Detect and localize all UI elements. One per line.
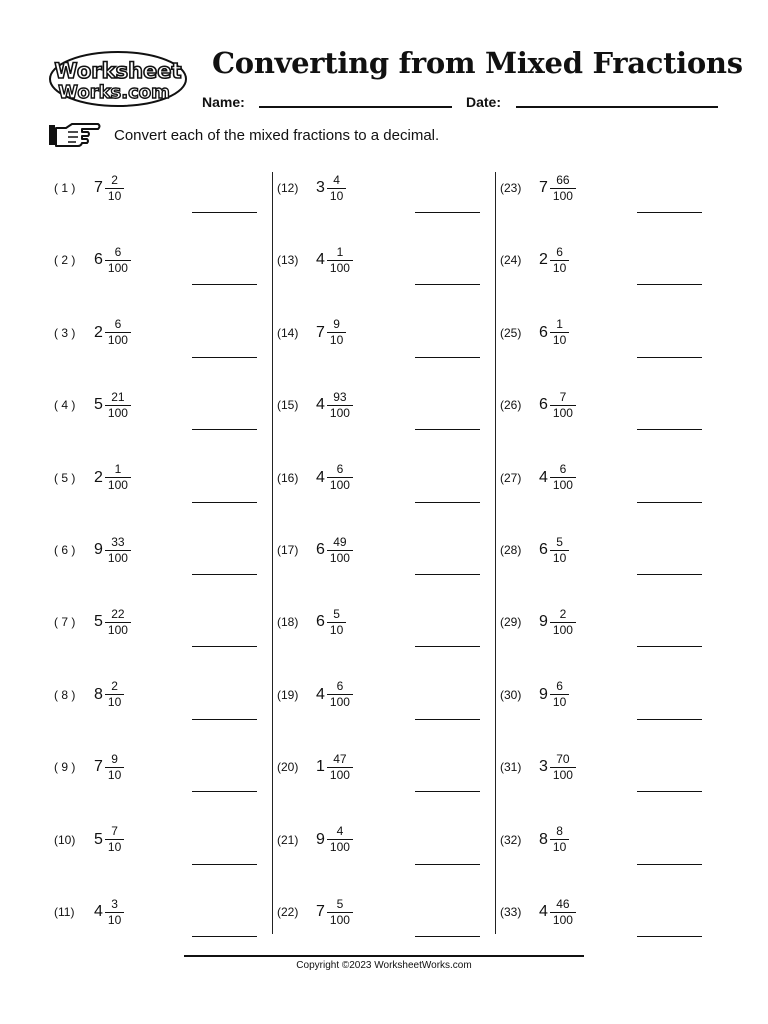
numerator: 1 xyxy=(336,244,344,259)
problem-item xyxy=(277,305,497,361)
fraction xyxy=(327,679,353,710)
whole-number: 7 xyxy=(94,179,103,196)
date-label: Date: xyxy=(466,94,502,110)
whole-number: 4 xyxy=(539,468,548,486)
problem-item xyxy=(54,160,274,216)
problem-item xyxy=(277,884,497,940)
page-title: Converting from Mixed Fractions xyxy=(212,46,743,80)
answer-line[interactable] xyxy=(192,212,257,213)
problem-item xyxy=(54,884,274,940)
problem-number: ( 6 ) xyxy=(54,543,76,557)
problem-item xyxy=(54,377,274,433)
mixed-fraction xyxy=(539,812,569,868)
whole-number: 6 xyxy=(94,251,103,269)
mixed-fraction xyxy=(94,667,124,723)
fraction xyxy=(550,462,576,493)
mixed-fraction xyxy=(539,667,569,723)
fraction xyxy=(327,535,353,566)
problem-item xyxy=(500,450,720,506)
name-label: Name: xyxy=(202,94,245,110)
fraction xyxy=(105,752,124,783)
mixed-fraction xyxy=(94,594,131,650)
answer-line[interactable] xyxy=(415,719,480,720)
answer-line[interactable] xyxy=(415,284,480,285)
problem-item xyxy=(500,812,720,868)
problem-item xyxy=(54,522,274,578)
problem-item xyxy=(54,450,274,506)
problem-number: (29) xyxy=(500,615,522,630)
numerator: 3 xyxy=(111,896,118,911)
mixed-fraction xyxy=(316,812,353,868)
denominator: 10 xyxy=(105,694,124,710)
denominator: 100 xyxy=(327,477,353,493)
whole-number: 4 xyxy=(539,903,548,920)
denominator: 100 xyxy=(327,694,353,710)
fraction xyxy=(105,535,131,566)
mixed-fraction xyxy=(316,522,353,578)
whole-number: 7 xyxy=(316,903,325,920)
answer-line[interactable] xyxy=(192,936,257,937)
whole-number: 6 xyxy=(539,323,548,341)
numerator: 4 xyxy=(336,824,344,839)
problem-item xyxy=(54,305,274,361)
whole-number: 7 xyxy=(94,758,103,776)
problem-item xyxy=(500,305,720,361)
problem-number: (17) xyxy=(277,543,299,557)
mixed-fraction xyxy=(539,305,569,361)
answer-line[interactable] xyxy=(415,864,480,865)
problem-number: (31) xyxy=(500,760,522,775)
fraction xyxy=(105,245,131,276)
denominator: 100 xyxy=(105,332,131,348)
numerator: 6 xyxy=(556,244,563,259)
worksheetworks-logo xyxy=(48,50,188,108)
numerator: 5 xyxy=(333,606,340,621)
mixed-fraction xyxy=(539,522,569,578)
instructions-text: Convert each of the mixed fractions to a decimal. xyxy=(114,126,440,144)
numerator: 6 xyxy=(336,462,344,477)
problem-number: ( 8 ) xyxy=(54,687,76,702)
whole-number: 2 xyxy=(539,251,548,269)
whole-number: 2 xyxy=(94,468,103,486)
numerator: 9 xyxy=(333,317,340,332)
numerator: 47 xyxy=(333,751,347,766)
mixed-fraction xyxy=(316,450,353,506)
fraction xyxy=(105,824,124,855)
answer-line[interactable] xyxy=(637,791,702,792)
fraction xyxy=(550,752,576,783)
name-line[interactable] xyxy=(259,106,452,108)
mixed-fraction xyxy=(539,232,569,288)
mixed-fraction xyxy=(316,377,353,433)
mixed-fraction xyxy=(316,884,353,940)
numerator: 7 xyxy=(559,389,567,404)
whole-number: 7 xyxy=(539,179,548,196)
problem-item xyxy=(500,739,720,795)
problem-number: (22) xyxy=(277,905,299,919)
answer-line[interactable] xyxy=(192,791,257,792)
problem-item xyxy=(277,450,497,506)
problem-number: ( 9 ) xyxy=(54,760,76,775)
whole-number: 5 xyxy=(94,613,103,631)
answer-line[interactable] xyxy=(637,936,702,937)
denominator: 100 xyxy=(327,405,353,421)
answer-line[interactable] xyxy=(637,284,702,285)
mixed-fraction xyxy=(94,160,124,216)
denominator: 10 xyxy=(550,260,569,276)
problem-item xyxy=(277,377,497,433)
fraction xyxy=(327,390,353,421)
problem-number: (18) xyxy=(277,615,299,630)
fraction xyxy=(105,390,131,421)
fraction xyxy=(327,607,346,638)
mixed-fraction xyxy=(539,377,576,433)
fraction xyxy=(327,824,353,855)
problem-number: (11) xyxy=(54,905,75,919)
mixed-fraction xyxy=(539,594,576,650)
mixed-fraction xyxy=(316,232,353,288)
denominator: 100 xyxy=(327,550,353,566)
fraction xyxy=(550,317,569,348)
numerator: 22 xyxy=(111,606,125,621)
problem-number: (14) xyxy=(277,325,299,340)
answer-line[interactable] xyxy=(637,719,702,720)
footer-rule xyxy=(184,955,584,957)
numerator: 5 xyxy=(336,896,344,911)
problem-number: (32) xyxy=(500,832,522,847)
numerator: 46 xyxy=(556,896,570,911)
denominator: 100 xyxy=(105,550,131,566)
fraction xyxy=(550,824,569,855)
mixed-fraction xyxy=(539,739,576,795)
denominator: 100 xyxy=(105,622,131,638)
problem-item xyxy=(277,667,497,723)
whole-number: 8 xyxy=(94,685,103,703)
problem-number: ( 1 ) xyxy=(54,181,76,195)
fraction xyxy=(105,679,124,710)
problem-number: (23) xyxy=(500,181,522,195)
fraction xyxy=(105,173,124,204)
problem-number: ( 5 ) xyxy=(54,470,76,485)
problem-number: (26) xyxy=(500,398,522,413)
answer-line[interactable] xyxy=(415,357,480,358)
problem-number: (24) xyxy=(500,253,522,268)
instructions xyxy=(48,122,439,148)
mixed-fraction xyxy=(94,812,124,868)
numerator: 6 xyxy=(114,244,122,259)
fraction xyxy=(550,897,576,928)
problem-item xyxy=(54,812,274,868)
denominator: 10 xyxy=(105,839,124,855)
numerator: 49 xyxy=(333,534,347,549)
numerator: 5 xyxy=(556,534,563,549)
mixed-fraction xyxy=(316,594,346,650)
fraction xyxy=(105,317,131,348)
whole-number: 3 xyxy=(539,758,548,776)
denominator: 100 xyxy=(105,477,131,493)
whole-number: 9 xyxy=(539,613,548,631)
fraction xyxy=(105,462,131,493)
whole-number: 7 xyxy=(316,323,325,341)
answer-line[interactable] xyxy=(415,574,480,575)
denominator: 10 xyxy=(105,912,124,928)
problem-number: (25) xyxy=(500,325,522,340)
denominator: 100 xyxy=(550,767,576,783)
denominator: 100 xyxy=(327,767,353,783)
mixed-fraction xyxy=(539,884,576,940)
problem-item xyxy=(277,160,497,216)
denominator: 10 xyxy=(550,694,569,710)
denominator: 10 xyxy=(105,188,124,204)
denominator: 10 xyxy=(327,332,346,348)
problem-item xyxy=(54,594,274,650)
denominator: 100 xyxy=(550,405,576,421)
whole-number: 4 xyxy=(316,468,325,486)
answer-line[interactable] xyxy=(637,574,702,575)
problem-number: ( 4 ) xyxy=(54,398,76,413)
problem-item xyxy=(500,232,720,288)
denominator: 10 xyxy=(327,188,346,204)
fraction xyxy=(327,317,346,348)
mixed-fraction xyxy=(94,739,124,795)
whole-number: 4 xyxy=(316,396,325,414)
answer-line[interactable] xyxy=(415,502,480,503)
problem-number: (27) xyxy=(500,470,522,485)
denominator: 100 xyxy=(105,260,131,276)
problem-number: (30) xyxy=(500,687,522,702)
answer-line[interactable] xyxy=(637,502,702,503)
whole-number: 4 xyxy=(316,251,325,269)
mixed-fraction xyxy=(316,160,346,216)
whole-number: 6 xyxy=(316,613,325,631)
denominator: 100 xyxy=(327,839,353,855)
mixed-fraction xyxy=(316,667,353,723)
logo-text-line2: Works.com xyxy=(58,82,170,103)
problem-item xyxy=(500,377,720,433)
numerator: 2 xyxy=(111,679,118,694)
fraction xyxy=(327,752,353,783)
whole-number: 1 xyxy=(316,758,325,776)
numerator: 21 xyxy=(111,389,125,404)
whole-number: 2 xyxy=(94,323,103,341)
mixed-fraction xyxy=(94,377,131,433)
fraction xyxy=(327,173,346,204)
problem-number: (21) xyxy=(277,832,299,847)
numerator: 9 xyxy=(111,751,118,766)
answer-line[interactable] xyxy=(192,574,257,575)
answer-line[interactable] xyxy=(192,502,257,503)
problem-item xyxy=(500,884,720,940)
problem-item xyxy=(500,522,720,578)
numerator: 6 xyxy=(336,679,344,694)
answer-line[interactable] xyxy=(415,429,480,430)
whole-number: 3 xyxy=(316,179,325,196)
problem-number: (10) xyxy=(54,832,76,847)
fraction xyxy=(105,897,124,928)
fraction xyxy=(105,607,131,638)
answer-line[interactable] xyxy=(415,646,480,647)
answer-line[interactable] xyxy=(637,864,702,865)
numerator: 8 xyxy=(556,824,563,839)
problem-item xyxy=(54,232,274,288)
numerator: 66 xyxy=(556,172,570,187)
answer-line[interactable] xyxy=(415,212,480,213)
answer-line[interactable] xyxy=(192,429,257,430)
fraction xyxy=(550,245,569,276)
whole-number: 6 xyxy=(539,396,548,414)
date-line[interactable] xyxy=(516,106,718,108)
problem-number: (13) xyxy=(277,253,299,268)
answer-line[interactable] xyxy=(637,212,702,213)
problem-number: (20) xyxy=(277,760,299,775)
problem-item xyxy=(277,812,497,868)
fraction xyxy=(550,535,569,566)
problem-item xyxy=(54,739,274,795)
answer-line[interactable] xyxy=(192,357,257,358)
denominator: 10 xyxy=(327,622,346,638)
numerator: 33 xyxy=(111,534,125,549)
problem-number: (16) xyxy=(277,470,299,485)
whole-number: 4 xyxy=(316,685,325,703)
whole-number: 5 xyxy=(94,830,103,848)
mixed-fraction xyxy=(94,884,124,940)
mixed-fraction xyxy=(94,450,131,506)
copyright-text: Copyright ©2023 WorksheetWorks.com xyxy=(296,960,472,971)
denominator: 10 xyxy=(550,332,569,348)
whole-number: 8 xyxy=(539,830,548,848)
numerator: 70 xyxy=(556,751,570,766)
whole-number: 4 xyxy=(94,903,103,920)
numerator: 93 xyxy=(333,389,347,404)
denominator: 100 xyxy=(550,188,576,204)
denominator: 100 xyxy=(327,912,353,928)
logo-graphic xyxy=(48,50,188,108)
answer-line[interactable] xyxy=(637,429,702,430)
mixed-fraction xyxy=(94,305,131,361)
numerator: 1 xyxy=(556,317,563,332)
problem-item xyxy=(277,522,497,578)
answer-line[interactable] xyxy=(415,791,480,792)
mixed-fraction xyxy=(94,232,131,288)
denominator: 10 xyxy=(550,839,569,855)
fraction xyxy=(550,173,576,204)
problem-item xyxy=(277,232,497,288)
problem-number: (28) xyxy=(500,543,522,557)
fraction xyxy=(327,897,353,928)
whole-number: 9 xyxy=(94,541,103,558)
mixed-fraction xyxy=(539,450,576,506)
pointing-hand-icon xyxy=(48,122,102,148)
denominator: 100 xyxy=(550,912,576,928)
mixed-fraction xyxy=(316,305,346,361)
fraction xyxy=(327,245,353,276)
denominator: 100 xyxy=(105,405,131,421)
logo-text-line1: Worksheet xyxy=(54,59,182,83)
whole-number: 6 xyxy=(539,541,548,558)
whole-number: 5 xyxy=(94,396,103,414)
answer-line[interactable] xyxy=(415,936,480,937)
problem-number: ( 3 ) xyxy=(54,325,76,340)
problem-item xyxy=(277,739,497,795)
numerator: 6 xyxy=(114,317,122,332)
numerator: 4 xyxy=(333,172,340,187)
whole-number: 9 xyxy=(539,685,548,703)
answer-line[interactable] xyxy=(192,646,257,647)
problem-item xyxy=(500,667,720,723)
numerator: 1 xyxy=(114,462,122,477)
problem-number: ( 2 ) xyxy=(54,253,76,268)
mixed-fraction xyxy=(316,739,353,795)
fraction xyxy=(550,607,576,638)
problem-item xyxy=(500,594,720,650)
denominator: 100 xyxy=(550,622,576,638)
denominator: 10 xyxy=(105,767,124,783)
answer-line[interactable] xyxy=(637,357,702,358)
fraction xyxy=(550,390,576,421)
answer-line[interactable] xyxy=(192,864,257,865)
numerator: 2 xyxy=(111,172,118,187)
fraction xyxy=(327,462,353,493)
problem-number: (19) xyxy=(277,687,299,702)
problem-number: (12) xyxy=(277,181,299,195)
problem-item xyxy=(277,594,497,650)
fraction xyxy=(550,679,569,710)
whole-number: 9 xyxy=(316,830,325,848)
numerator: 6 xyxy=(556,679,563,694)
denominator: 100 xyxy=(550,477,576,493)
denominator: 10 xyxy=(550,550,569,566)
problem-number: (33) xyxy=(500,905,522,919)
mixed-fraction xyxy=(539,160,576,216)
problem-item xyxy=(500,160,720,216)
answer-line[interactable] xyxy=(637,646,702,647)
answer-line[interactable] xyxy=(192,284,257,285)
problem-number: (15) xyxy=(277,398,299,413)
numerator: 7 xyxy=(111,824,118,839)
whole-number: 6 xyxy=(316,541,325,558)
problem-number: ( 7 ) xyxy=(54,615,76,630)
numerator: 6 xyxy=(559,462,567,477)
denominator: 100 xyxy=(327,260,353,276)
problem-item xyxy=(54,667,274,723)
answer-line[interactable] xyxy=(192,719,257,720)
numerator: 2 xyxy=(559,606,567,621)
mixed-fraction xyxy=(94,522,131,578)
